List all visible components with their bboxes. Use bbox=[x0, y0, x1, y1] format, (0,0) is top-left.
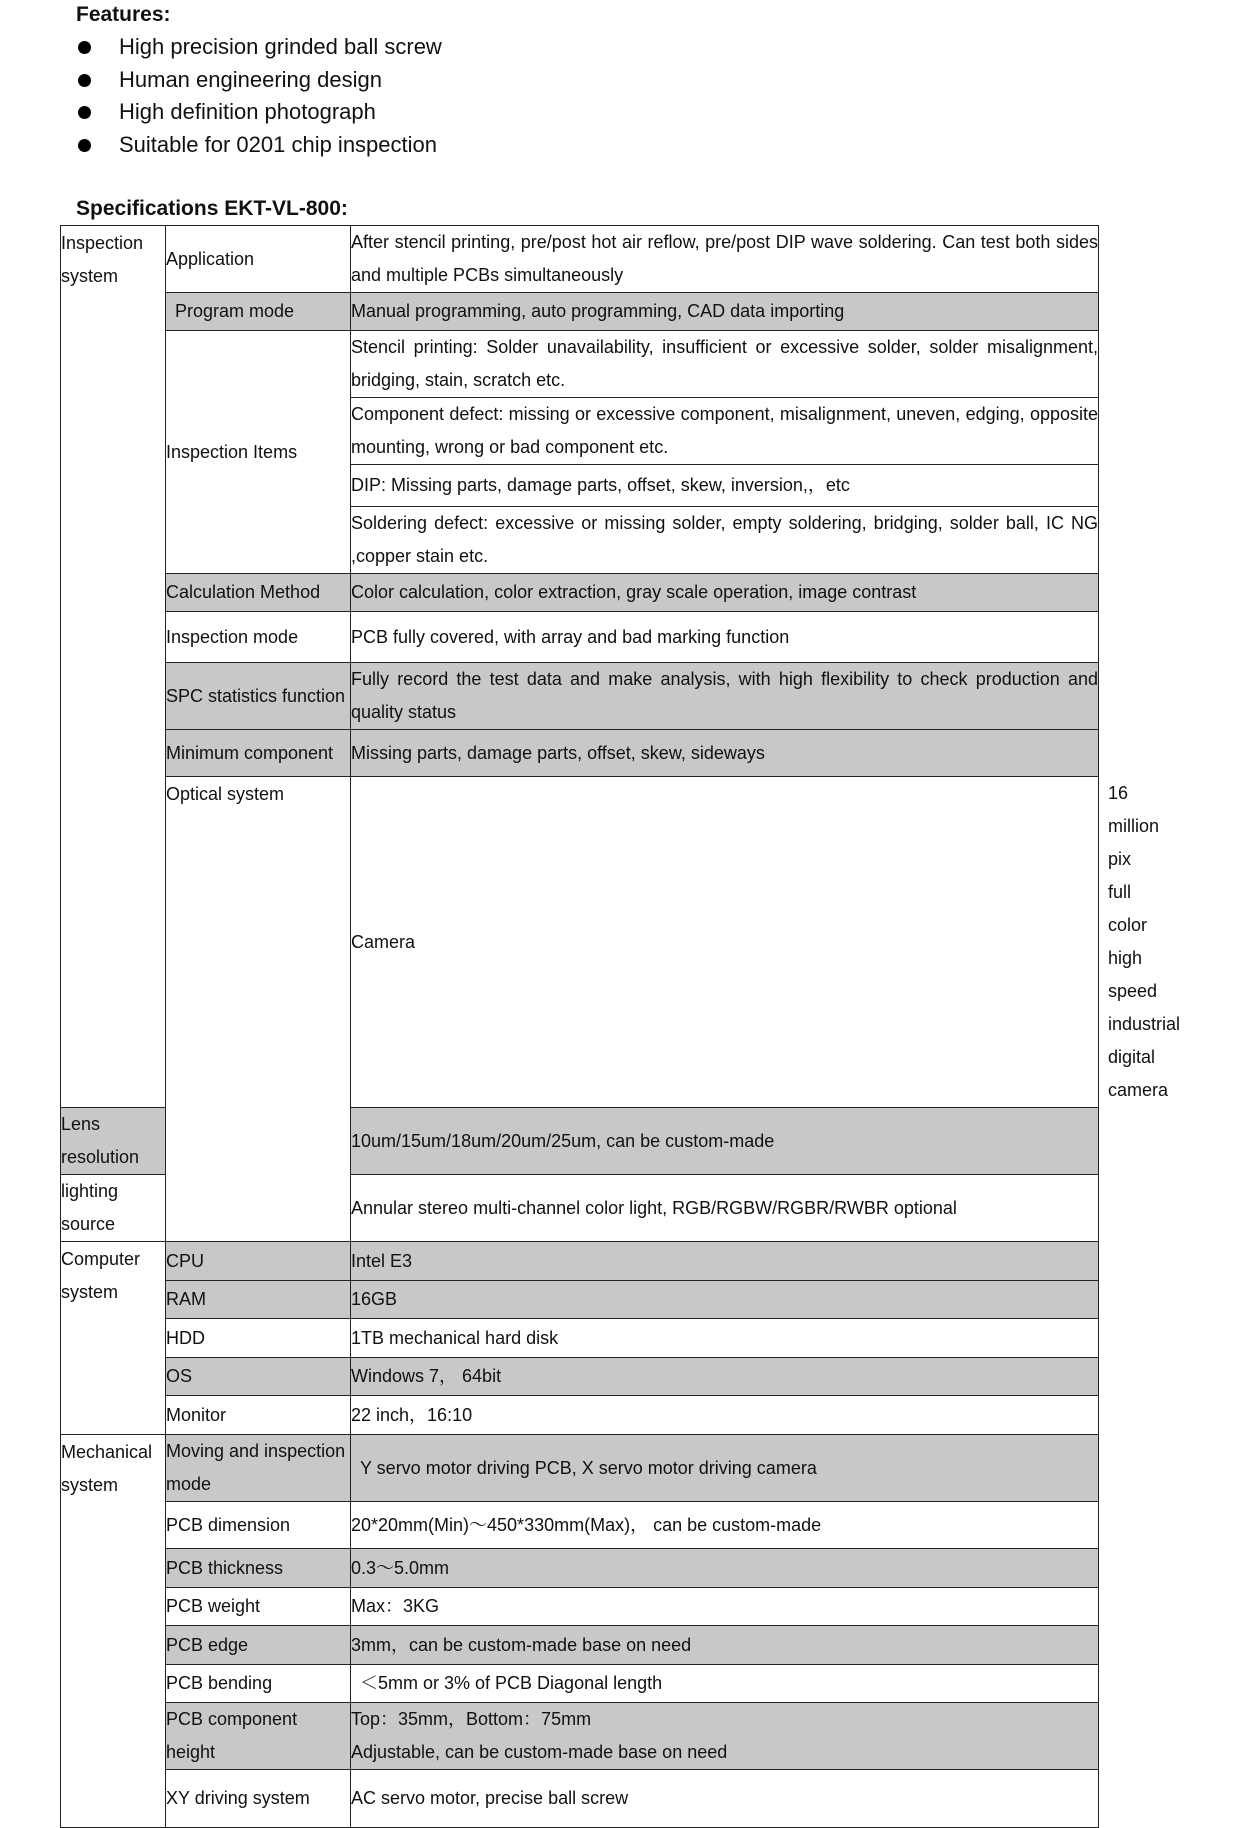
spec-value: 22 inch，16:10 bbox=[351, 1396, 1099, 1435]
spec-value: Annular stereo multi-channel color light, RGB/RGBW/RGBR/RWBR optional bbox=[351, 1175, 1099, 1242]
table-row bbox=[61, 1358, 1099, 1396]
spec-label: PCB dimension bbox=[166, 1502, 351, 1549]
spec-label: SPC statistics function bbox=[166, 663, 351, 730]
spec-value bbox=[351, 1703, 1099, 1770]
spec-value: Y servo motor driving PCB, X servo motor driving camera bbox=[351, 1435, 1099, 1502]
table-row bbox=[61, 574, 1099, 612]
table-row bbox=[61, 612, 1099, 663]
table-row bbox=[61, 1396, 1099, 1435]
group-optical-system: Optical system bbox=[166, 777, 351, 1242]
spec-value: Color calculation, color extraction, gray scale operation, image contrast bbox=[351, 574, 1099, 612]
spec-value: PCB fully covered, with array and bad marking function bbox=[351, 612, 1099, 663]
spec-value: Fully record the test data and make analysis, with high flexibility to check production and quality status bbox=[351, 663, 1099, 730]
table-row bbox=[61, 1588, 1099, 1626]
spec-label: Moving and inspection mode bbox=[166, 1435, 351, 1502]
spec-label: Application bbox=[166, 226, 351, 293]
bullet-icon bbox=[78, 41, 91, 54]
table-row bbox=[61, 226, 1099, 293]
spec-label: Program mode bbox=[166, 293, 351, 331]
spec-value: Max：3KG bbox=[351, 1588, 1099, 1626]
bullet-icon bbox=[78, 74, 91, 87]
spec-label: Calculation Method bbox=[166, 574, 351, 612]
table-row bbox=[61, 1281, 1099, 1319]
spec-value: Intel E3 bbox=[351, 1242, 1099, 1281]
spec-label: XY driving system bbox=[166, 1770, 351, 1828]
spec-value: 20*20mm(Min)～450*330mm(Max)， can be custom-made bbox=[351, 1502, 1099, 1549]
spec-label: Camera bbox=[351, 777, 1099, 1108]
list-item: High definition photograph bbox=[78, 95, 442, 128]
spec-label: CPU bbox=[166, 1242, 351, 1281]
spec-label: HDD bbox=[166, 1319, 351, 1358]
features-title: Features: bbox=[76, 3, 171, 26]
table-row bbox=[61, 1435, 1099, 1502]
spec-label: Inspection mode bbox=[166, 612, 351, 663]
spec-value: Windows 7， 64bit bbox=[351, 1358, 1099, 1396]
bullet-icon bbox=[78, 106, 91, 119]
table-row: Optical system Camera 16 million pix full color high speed industrial digital camera bbox=[61, 777, 1099, 1108]
spec-label: Lens resolution bbox=[61, 1108, 166, 1175]
spec-value: DIP: Missing parts, damage parts, offset, skew, inversion,，etc bbox=[351, 465, 1099, 507]
spec-label: RAM bbox=[166, 1281, 351, 1319]
table-row bbox=[61, 1626, 1099, 1665]
spec-value-line: Adjustable, can be custom-made base on need bbox=[351, 1742, 728, 1762]
specifications-table bbox=[60, 225, 1181, 1828]
table-row bbox=[61, 730, 1099, 777]
bullet-icon bbox=[78, 139, 91, 152]
table-row bbox=[61, 1703, 1099, 1770]
specifications-title: Specifications EKT-VL-800: bbox=[76, 197, 348, 220]
spec-value-line: Top：35mm，Bottom：75mm bbox=[351, 1709, 592, 1729]
table-row bbox=[61, 1319, 1099, 1358]
table-row bbox=[61, 1770, 1099, 1828]
spec-label: lighting source bbox=[61, 1175, 166, 1242]
spec-label: PCB weight bbox=[166, 1588, 351, 1626]
spec-value: 0.3～5.0mm bbox=[351, 1549, 1099, 1588]
list-item: Suitable for 0201 chip inspection bbox=[78, 128, 442, 161]
spec-value: Component defect: missing or excessive component, misalignment, uneven, edging, opposite mounting, wrong or bad component etc. bbox=[351, 398, 1099, 465]
group-inspection-system: Inspection system bbox=[61, 226, 166, 1108]
spec-value: After stencil printing, pre/post hot air reflow, pre/post DIP wave soldering. Can test both sides and multiple PCBs simultaneously bbox=[351, 226, 1099, 293]
spec-value: 16GB bbox=[351, 1281, 1099, 1319]
spec-label: PCB edge bbox=[166, 1626, 351, 1665]
spec-value: Stencil printing: Solder unavailability, insufficient or excessive solder, solder misalignment, bridging, stain, scratch etc. bbox=[351, 331, 1099, 398]
spec-value: 1TB mechanical hard disk bbox=[351, 1319, 1099, 1358]
table-row bbox=[61, 331, 1099, 398]
list-item: High precision grinded ball screw bbox=[78, 30, 442, 63]
spec-label: OS bbox=[166, 1358, 351, 1396]
spec-label: PCB bending bbox=[166, 1665, 351, 1703]
spec-value: 3mm，can be custom-made base on need bbox=[351, 1626, 1099, 1665]
table-row bbox=[61, 1665, 1099, 1703]
features-list bbox=[78, 30, 442, 160]
group-computer-system: Computer system bbox=[61, 1242, 166, 1435]
spec-value: Missing parts, damage parts, offset, skew, sideways bbox=[351, 730, 1099, 777]
spec-label: PCB thickness bbox=[166, 1549, 351, 1588]
spec-value: ＜5mm or 3% of PCB Diagonal length bbox=[351, 1665, 1099, 1703]
table-row bbox=[61, 1502, 1099, 1549]
spec-value: AC servo motor, precise ball screw bbox=[351, 1770, 1099, 1828]
spec-label: PCB component height bbox=[166, 1703, 351, 1770]
list-item: Human engineering design bbox=[78, 63, 442, 96]
spec-value: Soldering defect: excessive or missing solder, empty soldering, bridging, solder ball, IC NG ,copper stain etc. bbox=[351, 507, 1099, 574]
table-row bbox=[61, 663, 1099, 730]
spec-value: 10um/15um/18um/20um/25um, can be custom-made bbox=[351, 1108, 1099, 1175]
table-row bbox=[61, 1242, 1099, 1281]
table-row bbox=[61, 1549, 1099, 1588]
spec-label: Monitor bbox=[166, 1396, 351, 1435]
table-row bbox=[61, 293, 1099, 331]
spec-label: Inspection Items bbox=[166, 331, 351, 574]
group-mechanical-system: Mechanical system bbox=[61, 1435, 166, 1828]
spec-label: Minimum component bbox=[166, 730, 351, 777]
spec-value: Manual programming, auto programming, CAD data importing bbox=[351, 293, 1099, 331]
